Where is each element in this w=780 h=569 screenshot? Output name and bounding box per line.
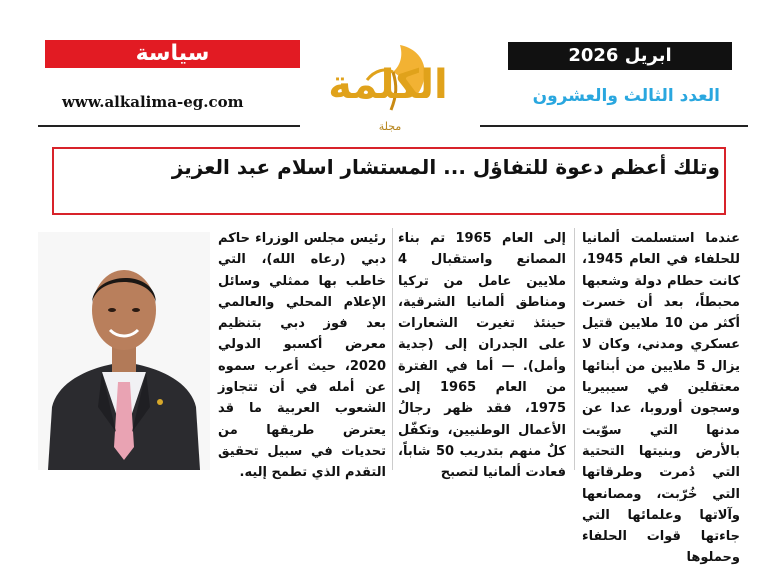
website-link[interactable]: www.alkalima-eg.com [62, 93, 244, 111]
issue-number: العدد الثالث والعشرون [532, 86, 720, 106]
article-column-3 [218, 228, 386, 481]
column-text: إلى العام 1965 تم بناء المصانع واستقبال 4 ملايين عامل من تركيا ومناطق ألمانيا الشرقية، حينئذ تغيرت الشعارات على الجدران إلى (جدية وأمل). — أما في الفترة من العام 1965 إلى 1975، فقد ظهر رجالُ الأعمال الوطنيين، وتكفّل كلٌ منهم بتدريب 50 شاباً، فعادت ألمانيا لتصبح [398, 231, 566, 481]
article-headline: وتلك أعظم دعوة للتفاؤل ... المستشار اسلام عبد العزيز [171, 155, 720, 179]
logo-subtitle: مجلة [378, 120, 402, 133]
category-label: سياسة [45, 40, 300, 68]
logo-wordmark: الكلمة [328, 62, 448, 108]
author-photo [38, 232, 210, 470]
issue-date: ابريل 2026 [508, 42, 732, 70]
header-rule-left [38, 125, 300, 127]
article-column-2 [398, 228, 566, 481]
column-separator [574, 228, 575, 470]
article-column-1 [582, 228, 740, 566]
column-text: رئيس مجلس الوزراء حاكم دبي (رعاه الله)، التي خاطب بها ممثلي وسائل الإعلام المحلي والعالمي بعد فوز دبي بتنظيم معرض أكسبو الدولي 2020، حيث أعرب سموه عن أمله في أن تتجاوز الشعوب العربية ما قد يعترض طريقها من تحديات في سبيل تحقيق التقدم الذي تطمح إليه. [218, 231, 386, 481]
column-text: عندما استسلمت ألمانيا للحلفاء في العام 1945، كانت حطام دولة وشعبها محبطاً، بعد أن خسرت أكثر من 10 ملايين قتيل عسكري ومدني، وكان لا يزال 5 ملايين من أبنائها معتقلين في سيبيريا وسجون أوروبا، عدا عن مدنها التي سوّيت بالأرض وبنيتها التحتية التي دُمرت وطرقاتها التي خُرّبت، ومصانعها وآلاتها وعلمائها التي جاءتها قوات الحلفاء وحملوها [582, 231, 740, 566]
header-rule-right [480, 125, 748, 127]
column-separator [392, 228, 393, 470]
